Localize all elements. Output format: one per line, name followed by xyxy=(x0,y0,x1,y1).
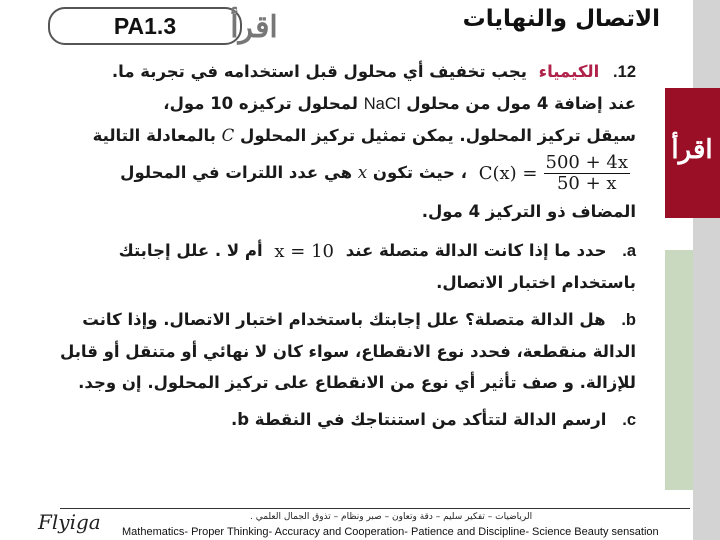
right-green-strip xyxy=(665,250,693,490)
part-a-text-pre: حدد ما إذا كانت الدالة متصلة عند xyxy=(345,240,607,260)
header-logo-icon: اقرأ xyxy=(230,9,278,45)
part-a-math: x = 10 xyxy=(274,240,334,262)
part-b xyxy=(56,304,636,398)
formula-denominator: 50 + x xyxy=(556,173,617,194)
intro-text-3b: بالمعادلة التالية xyxy=(92,126,216,145)
formula-lhs: C(x) = xyxy=(478,162,538,184)
intro-text-1: يجب تخفيف أي محلول قبل استخدامه في تجربة ما. xyxy=(111,62,527,81)
intro-text-2b: لمحلول تركيزه 10 مول، xyxy=(163,94,358,113)
intro-line-5: المضاف ذو التركيز 4 مول. xyxy=(421,201,636,221)
footer-english-motto: Mathematics- Proper Thinking- Accuracy and Cooperation- Patience and Discipline- Science Beauty sensation xyxy=(122,526,659,538)
part-c-text: ارسم الدالة لتتأكد من استنتاجك في النقطة b. xyxy=(230,409,607,429)
intro-text-3a: سيقل تركيز المحلول. يمكن تمثيل تركيز المحلول xyxy=(240,126,636,145)
intro-text-4b: هي عدد اللترات في المحلول xyxy=(120,163,353,182)
part-c-label: c. xyxy=(622,410,636,429)
lesson-title: الاتصال والنهايات xyxy=(462,6,660,32)
right-gray-strip xyxy=(693,0,720,540)
footer-divider xyxy=(60,508,690,509)
intro-line-1 xyxy=(56,56,636,88)
intro-line-2 xyxy=(56,88,636,120)
intro-line-4 xyxy=(56,151,636,196)
compound-label: NaCl xyxy=(363,95,401,113)
part-a xyxy=(56,235,636,298)
footer-arabic-motto: الرياضيات – تفكير سليم – دقة وتعاون – صبر ونظام – تذوق الجمال العلمي . xyxy=(250,512,533,522)
intro-line-3 xyxy=(56,120,636,151)
side-logo-icon: اقرأ xyxy=(671,135,713,165)
part-b-text: هل الدالة متصلة؟ علل إجابتك باستخدام اختبار الاتصال. وإذا كانت الدالة منقطعة، فحدد نوع الانقطاع، سواء كان لا نهائي أو متنقل أو قابل للإزالة. و صف تأثير أي نوع من الانقطاع على تركيز المحلول. إن وجد. xyxy=(59,309,636,392)
problem-number: 12. xyxy=(613,63,636,81)
problem-block xyxy=(56,56,636,442)
concentration-formula xyxy=(479,152,630,196)
var-x: x xyxy=(357,163,368,182)
part-a-label: a. xyxy=(622,241,636,260)
lesson-code-badge: PA1.3 xyxy=(48,7,242,45)
part-c xyxy=(56,404,636,436)
var-c: C xyxy=(221,126,235,145)
formula-fraction xyxy=(544,153,631,194)
intro-text-2a: عند إضافة 4 مول من محلول xyxy=(406,94,636,113)
problem-topic: الكيمياء xyxy=(538,62,600,81)
problem-intro xyxy=(56,56,636,227)
signature: Flyiga xyxy=(38,510,101,534)
part-a-text-post: أم لا . علل إجابتك باستخدام اختبار الاتصال. xyxy=(118,240,636,292)
part-b-label: b. xyxy=(621,310,636,329)
intro-text-4a: ، حيث تكون xyxy=(372,163,467,182)
formula-numerator: 500 + 4x xyxy=(545,152,628,173)
